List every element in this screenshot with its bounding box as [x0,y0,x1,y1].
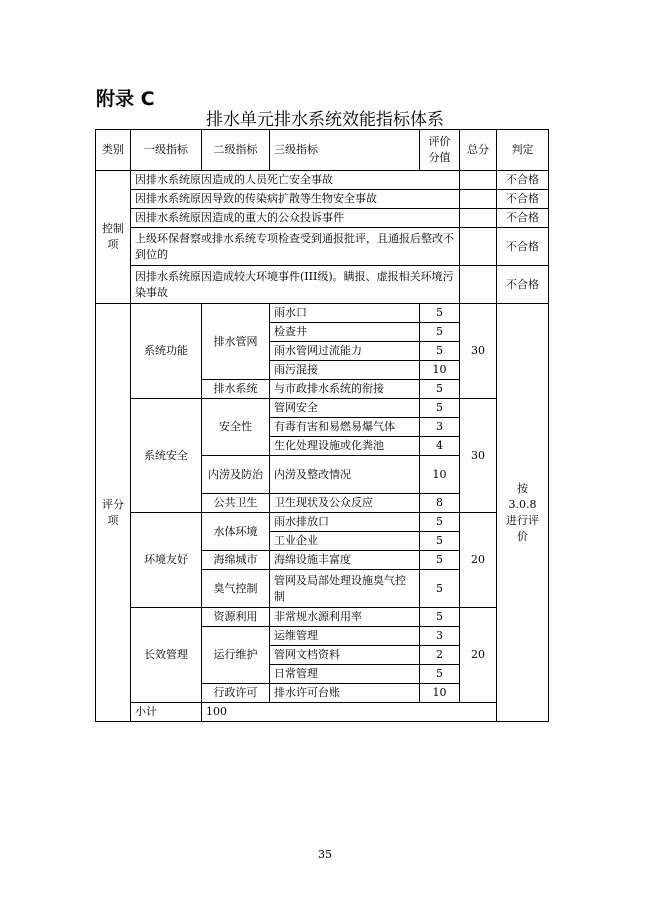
control-verdict: 不合格 [497,266,549,304]
score-cell: 5 [420,513,460,532]
header-level2: 二级指标 [202,130,270,171]
header-score: 评价分值 [420,130,460,171]
empty-cell [460,209,497,228]
empty-cell [460,228,497,266]
total-cell: 20 [460,608,497,703]
score-cell: 5 [420,323,460,342]
subtotal-value: 100 [202,703,497,722]
level1-cell: 环境友好 [131,513,202,608]
control-verdict: 不合格 [497,209,549,228]
scoring-row [96,608,549,627]
level1-cell: 系统安全 [131,399,202,513]
header-total: 总分 [460,130,497,171]
total-cell: 30 [460,304,497,399]
level3-cell: 内涝及整改情况 [270,456,420,494]
control-item: 因排水系统原因导致的传染病扩散等生物安全事故 [131,190,460,209]
level3-cell: 生化处理设施或化粪池 [270,437,420,456]
score-cell: 5 [420,665,460,684]
score-cell: 3 [420,627,460,646]
empty-cell [460,190,497,209]
level3-cell: 有毒有害和易燃易爆气体 [270,418,420,437]
scoring-category: 评分项 [96,304,131,722]
control-item: 因排水系统原因造成的重大的公众投诉事件 [131,209,460,228]
header-level1: 一级指标 [131,130,202,171]
level3-cell: 检查井 [270,323,420,342]
header-level3: 三级指标 [270,130,420,171]
scoring-row [96,399,549,418]
control-category: 控制项 [96,171,131,304]
level2-cell: 排水系统 [202,380,270,399]
control-item: 因排水系统原因造成的人员死亡安全事故 [131,171,460,190]
score-cell: 8 [420,494,460,513]
level3-cell: 排水许可台账 [270,684,420,703]
appendix-label: 附录 C [96,88,155,110]
score-cell: 3 [420,418,460,437]
header-row [96,130,549,171]
score-cell: 2 [420,646,460,665]
total-cell: 30 [460,399,497,513]
level2-cell: 公共卫生 [202,494,270,513]
level3-cell: 运维管理 [270,627,420,646]
control-verdict: 不合格 [497,171,549,190]
empty-cell [460,266,497,304]
scoring-row [96,513,549,532]
level3-cell: 雨污混接 [270,361,420,380]
level2-cell: 水体环境 [202,513,270,551]
score-cell: 5 [420,570,460,608]
score-cell: 5 [420,551,460,570]
empty-cell [460,171,497,190]
level3-cell: 非常规水源利用率 [270,608,420,627]
score-cell: 5 [420,532,460,551]
control-verdict: 不合格 [497,228,549,266]
level3-cell: 雨水口 [270,304,420,323]
level3-cell: 日常管理 [270,665,420,684]
control-item: 因排水系统原因造成较大环境事件(III级)。瞒报、虚报相关环境污染事故 [131,266,460,304]
score-cell: 5 [420,399,460,418]
score-cell: 5 [420,304,460,323]
control-item: 上级环保督察或排水系统专项检查受到通报批评，且通报后整改不到位的 [131,228,460,266]
level1-cell: 长效管理 [131,608,202,703]
scoring-verdict: 按 3.0.8 进行评价 [497,304,549,722]
control-row [96,266,549,304]
score-cell: 5 [420,608,460,627]
level1-cell: 系统功能 [131,304,202,399]
level3-cell: 雨水排放口 [270,513,420,532]
control-verdict: 不合格 [497,190,549,209]
control-row [96,190,549,209]
scoring-row [96,304,549,323]
level2-cell: 资源利用 [202,608,270,627]
indicator-table [95,129,549,722]
score-cell: 10 [420,361,460,380]
control-row [96,171,549,190]
level3-cell: 工业企业 [270,532,420,551]
level2-cell: 安全性 [202,399,270,456]
level2-cell: 内涝及防治 [202,456,270,494]
table-title: 排水单元排水系统效能指标体系 [206,110,444,130]
header-category: 类别 [96,130,131,171]
total-cell: 20 [460,513,497,608]
score-cell: 10 [420,456,460,494]
level3-cell: 管网及局部处理设施臭气控制 [270,570,420,608]
level3-cell: 与市政排水系统的衔接 [270,380,420,399]
score-cell: 4 [420,437,460,456]
control-row [96,209,549,228]
level3-cell: 雨水管网过流能力 [270,342,420,361]
subtotal-row [96,703,549,722]
subtotal-label: 小计 [131,703,202,722]
level2-cell: 臭气控制 [202,570,270,608]
level3-cell: 海绵设施丰富度 [270,551,420,570]
score-cell: 5 [420,380,460,399]
level2-cell: 运行维护 [202,627,270,684]
level2-cell: 行政许可 [202,684,270,703]
level2-cell: 海绵城市 [202,551,270,570]
level3-cell: 管网安全 [270,399,420,418]
level3-cell: 管网文档资料 [270,646,420,665]
score-cell: 10 [420,684,460,703]
score-cell: 5 [420,342,460,361]
level2-cell: 排水管网 [202,304,270,380]
header-verdict: 判定 [497,130,549,171]
control-row [96,228,549,266]
level3-cell: 卫生现状及公众反应 [270,494,420,513]
page-number: 35 [318,848,332,861]
